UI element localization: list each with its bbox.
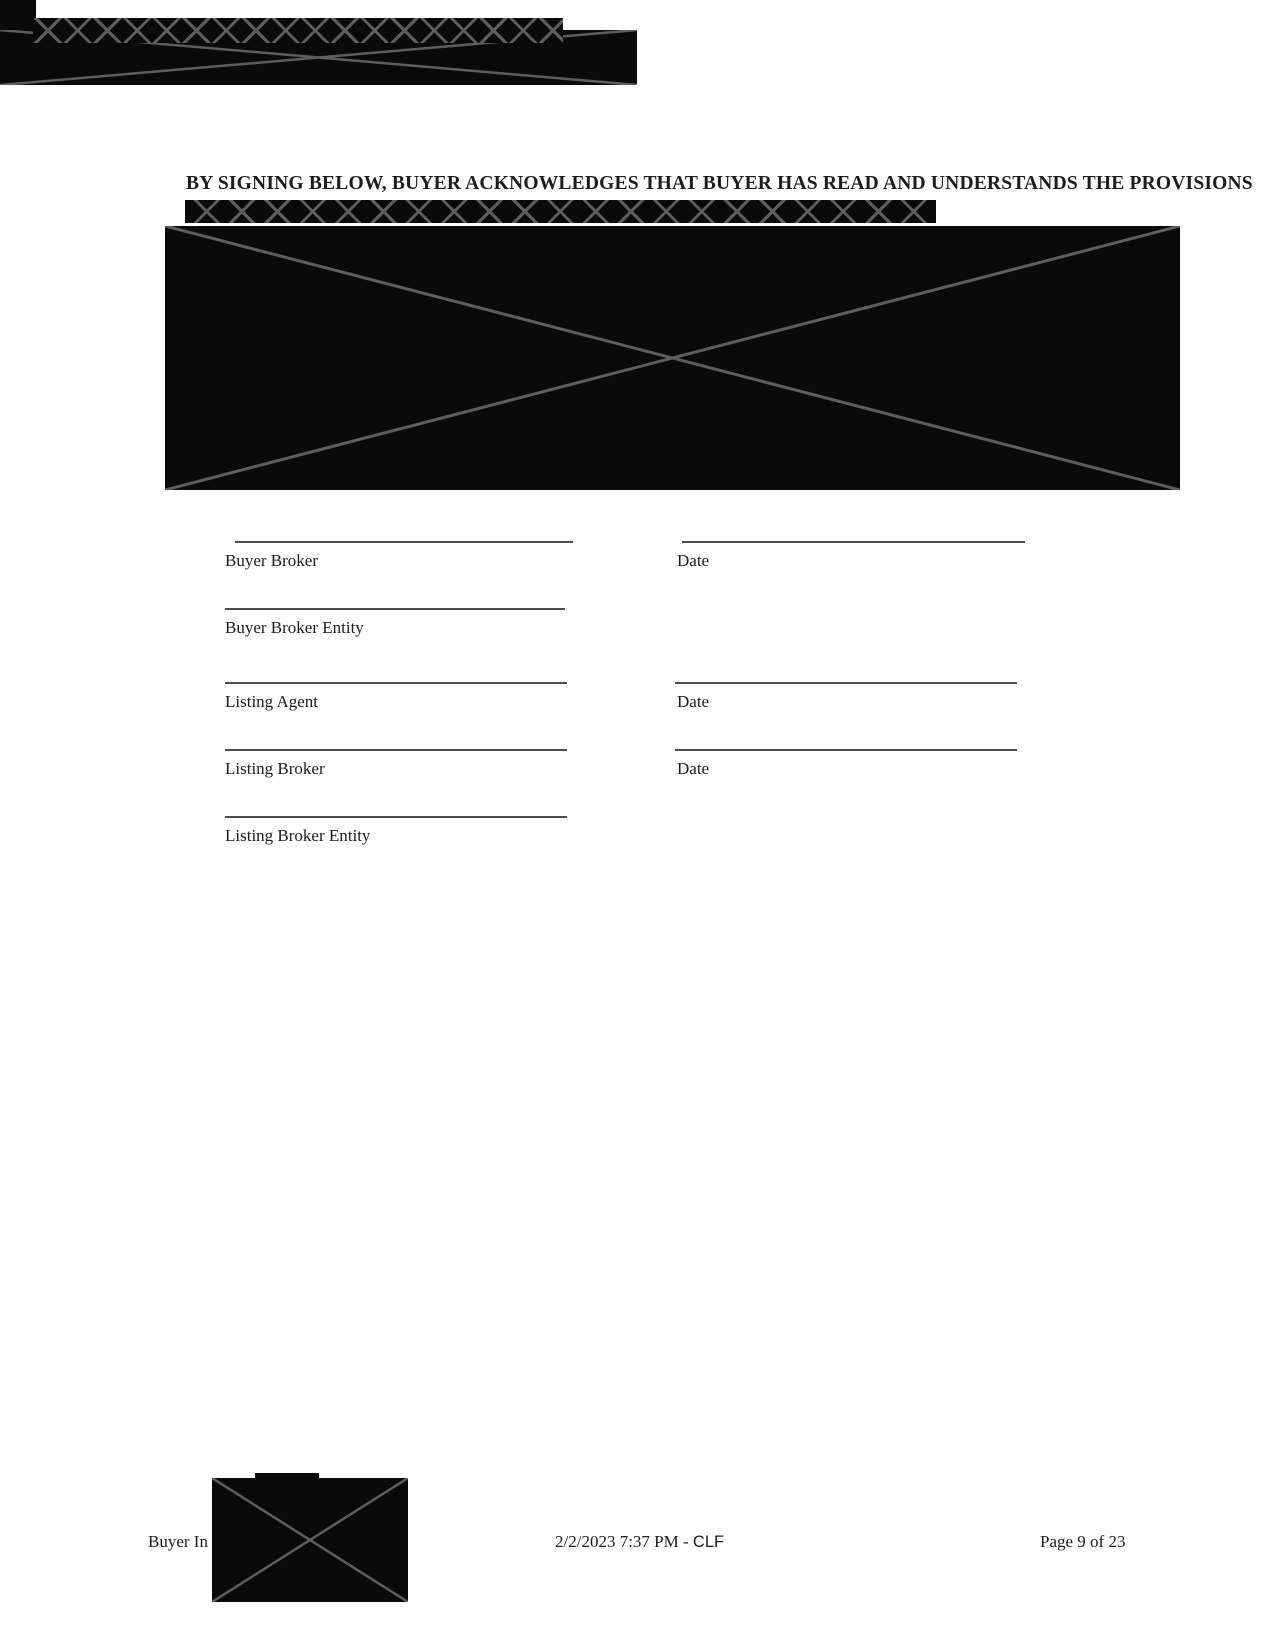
date-label: Date bbox=[677, 759, 710, 778]
buyer-broker-label: Buyer Broker bbox=[225, 551, 319, 570]
date-line bbox=[682, 541, 1025, 543]
date-line bbox=[675, 749, 1017, 751]
redaction-corner-block bbox=[0, 0, 36, 34]
signature-line bbox=[225, 682, 567, 684]
redaction-box-large bbox=[165, 226, 1180, 490]
footer-timestamp bbox=[555, 1532, 724, 1552]
x-cross-icon bbox=[165, 226, 1180, 490]
acknowledgment-heading: BY SIGNING BELOW, BUYER ACKNOWLEDGES THAT BUYER HAS READ AND UNDERSTANDS THE PROVISIONS bbox=[186, 173, 1253, 194]
doc-code-text: CLF bbox=[692, 1533, 725, 1551]
date-label: Date bbox=[677, 551, 710, 570]
date-label: Date bbox=[677, 692, 710, 711]
redaction-box-footer bbox=[212, 1478, 408, 1602]
date-line bbox=[675, 682, 1017, 684]
redaction-lattice-bar-mid bbox=[185, 200, 936, 223]
redaction-lattice-bar-top bbox=[33, 18, 563, 43]
buyer-broker-entity-label: Buyer Broker Entity bbox=[225, 618, 364, 637]
signature-line bbox=[235, 541, 573, 543]
buyer-initials-label: Buyer In bbox=[148, 1532, 208, 1551]
listing-broker-entity-label: Listing Broker Entity bbox=[225, 826, 371, 845]
signature-line bbox=[225, 749, 567, 751]
signature-line bbox=[225, 816, 567, 818]
x-cross-icon bbox=[212, 1478, 408, 1602]
timestamp-text: 2/2/2023 7:37 PM - bbox=[555, 1532, 693, 1551]
listing-agent-label: Listing Agent bbox=[225, 692, 319, 711]
listing-broker-label: Listing Broker bbox=[225, 759, 325, 778]
signature-line bbox=[225, 608, 565, 610]
page-number: Page 9 of 23 bbox=[1040, 1532, 1126, 1551]
